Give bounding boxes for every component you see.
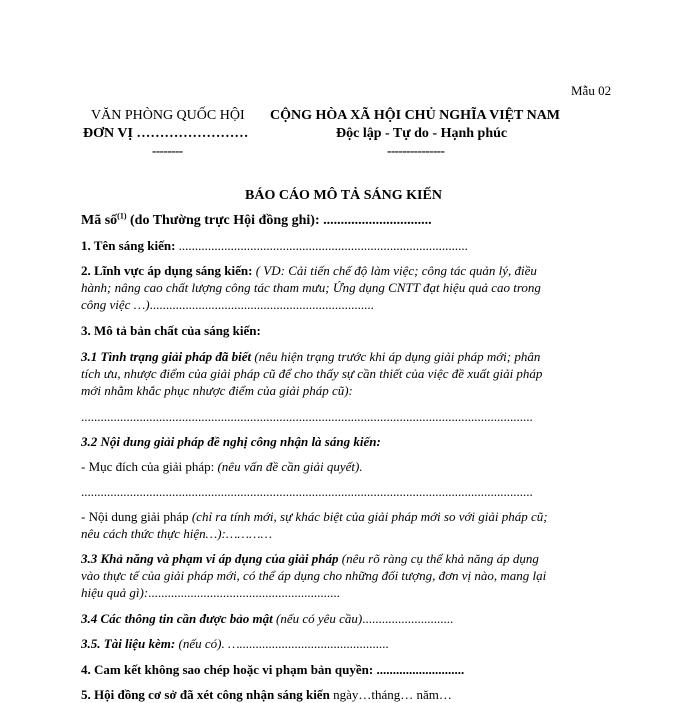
section-1	[81, 238, 621, 254]
footnote-marker: (1)	[117, 211, 127, 221]
section-3-label: 3. Mô tả bản chất của sáng kiến:	[81, 323, 261, 338]
section-3-4-dots: ............................	[362, 611, 454, 626]
section-3-3-dots: ...........................................................	[148, 585, 340, 600]
section-3-1-hint-3: mới nhằm khắc phục nhược điểm của giải pháp cũ):	[81, 383, 353, 398]
section-1-dots: .........................................................................................	[175, 238, 468, 253]
section-5-label: 5. Hội đồng cơ sở đã xét công nhận sáng kiến	[81, 687, 330, 702]
section-3-2-label: 3.2 Nội dung giải pháp đề nghị công nhận là sáng kiến:	[81, 434, 381, 449]
content-label: - Nội dung giải pháp	[81, 509, 192, 524]
section-3-1-dots: ...........................................................................................................................................	[81, 409, 533, 424]
purpose-hint: (nêu vấn đề cần giải quyết).	[217, 459, 363, 474]
document-title: BÁO CÁO MÔ TẢ SÁNG KIẾN	[245, 188, 442, 203]
section-3-5	[81, 636, 621, 652]
code-label: Mã số	[81, 213, 118, 228]
right-header-rule: ---------------	[387, 143, 445, 158]
left-header-rule: --------	[152, 143, 183, 158]
section-2-hint-3: công việc …)	[81, 297, 150, 312]
section-3-4	[81, 611, 621, 627]
purpose-label: - Mục đích của giải pháp:	[81, 459, 218, 474]
section-3-3-hint-2: vào thực tế của giải pháp mới, có thể áp dụng cho những đối tượng, đơn vị nào, mang lại	[81, 568, 547, 583]
section-2-dots: .....................................................................	[149, 297, 374, 312]
section-4-dots: ...........................	[373, 662, 465, 677]
section-3-1-hint-1: (nêu hiện trạng trước khi áp dụng giải pháp mới; phân	[251, 349, 541, 364]
section-3-5-label: 3.5. Tài liệu kèm:	[81, 636, 176, 651]
section-2-hint-1: ( VD: Cải tiến chế độ làm việc; công tác quản lý, điều	[252, 263, 537, 278]
section-3-3-line3	[81, 585, 621, 601]
section-5	[81, 687, 621, 703]
content-hint-2: nêu cách thức thực hiện…):…………	[81, 526, 273, 541]
section-3-5-hint: (nếu có). …..............................................	[175, 636, 390, 651]
section-3-1-label: 3.1 Tình trạng giải pháp đã biết	[81, 349, 252, 364]
section-2-hint-2: hành; nâng cao chất lượng công tác tham mưu; Ứng dụng CNTT đạt hiệu quả cao trong	[81, 280, 541, 295]
section-3-3-hint-1: (nêu rõ ràng cụ thể khả năng áp dụng	[338, 551, 539, 566]
content-line1	[81, 509, 621, 525]
section-3-1-line1	[81, 349, 621, 365]
country-name: CỘNG HÒA XÃ HỘI CHỦ NGHĨA VIỆT NAM	[270, 108, 561, 123]
motto: Độc lập - Tự do - Hạnh phúc	[336, 126, 508, 141]
agency-name: VĂN PHÒNG QUỐC HỘI	[91, 108, 245, 123]
section-4	[81, 662, 621, 678]
section-3-4-label: 3.4 Các thông tin cần được bảo mật	[81, 611, 273, 626]
purpose-line	[81, 459, 621, 475]
section-3-4-hint: (nếu có yêu cầu)	[272, 611, 363, 626]
section-3-1-hint-2: tích ưu, nhược điểm của giải pháp cũ để cho thấy sự cần thiết của việc đề xuất giải pháp	[81, 366, 543, 381]
section-1-label: 1. Tên sáng kiến:	[81, 238, 176, 253]
section-3-3-label: 3.3 Khả năng và phạm vi áp dụng của giải pháp	[81, 551, 339, 566]
section-2-line3	[81, 297, 621, 313]
form-number: Mẫu 02	[571, 83, 612, 98]
section-3-3-hint-3: hiệu quả gì):	[81, 585, 149, 600]
unit-line: ĐƠN VỊ ……………………	[83, 126, 249, 141]
section-3-3-line1	[81, 551, 621, 567]
section-2-line1	[81, 263, 621, 279]
code-note: (do Thường trực Hội đồng ghi): ...............................	[126, 213, 432, 228]
code-line	[81, 213, 432, 229]
section-4-label: 4. Cam kết không sao chép hoặc vi phạm bản quyền:	[81, 662, 374, 677]
purpose-dots: ...........................................................................................................................................	[81, 484, 533, 499]
content-hint-1: (chỉ ra tính mới, sự khác biệt của giải pháp mới so với giải pháp cũ;	[191, 509, 548, 524]
section-2-label: 2. Lĩnh vực áp dụng sáng kiến:	[81, 263, 253, 278]
section-5-date: ngày…tháng… năm…	[329, 687, 452, 702]
